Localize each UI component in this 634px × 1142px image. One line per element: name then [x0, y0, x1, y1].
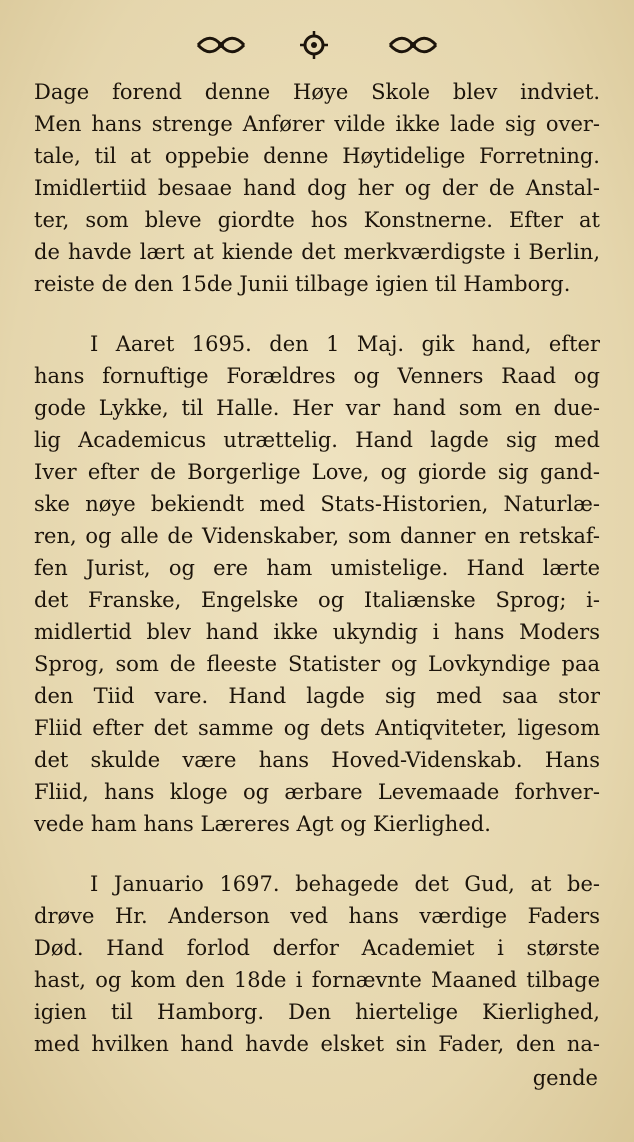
text-line: vede ham hans Læreres Agt og Kierlighed. — [34, 812, 491, 836]
text-line: hans fornuftige Forældres og Venners Raad og — [34, 364, 600, 388]
text-line: fen Jurist, og ere ham umistelige. Hand lærte — [34, 556, 600, 580]
text-line: Fliid efter det samme og dets Antiqviteter, ligesom — [34, 716, 600, 740]
text-line: ter, som bleve giordte hos Konstnerne. Efter at — [34, 208, 600, 232]
text-line: det skulde være hans Hoved-Videnskab. Hans — [34, 748, 600, 772]
text-line: hast, og kom den 18de i fornævnte Maaned tilbage — [34, 968, 600, 992]
text-line: Iver efter de Borgerlige Love, og giorde sig gand- — [34, 460, 600, 484]
text-line: Død. Hand forlod derfor Academiet i største — [34, 936, 600, 960]
text-line: ske nøye bekiendt med Stats-Historien, Naturlæ- — [34, 492, 600, 516]
text-line: de havde lært at kiende det merkværdigste i Berlin, — [34, 240, 600, 264]
text-line: Sprog, som de fleeste Statister og Lovkyndige paa — [34, 652, 600, 676]
catchword: gende — [532, 1066, 598, 1090]
leaf-scroll-ornament-icon — [196, 34, 246, 56]
text-line: Fliid, hans kloge og ærbare Levemaade forhver- — [34, 780, 600, 804]
text-line: reiste de den 15de Junii tilbage igien til Hamborg. — [34, 272, 571, 296]
text-line: igien til Hamborg. Den hiertelige Kierlighed, — [34, 1000, 600, 1024]
text-line: drøve Hr. Anderson ved hans værdige Faders — [34, 904, 600, 928]
text-line: med hvilken hand havde elsket sin Fader, den na- — [34, 1032, 600, 1056]
text-line: ren, og alle de Videnskaber, som danner en retskaf- — [34, 524, 600, 548]
text-line: lig Academicus utrættelig. Hand lagde sig med — [34, 428, 600, 452]
rosette-ornament-icon — [298, 30, 330, 60]
leaf-scroll-ornament-icon — [388, 34, 438, 56]
paragraph — [34, 76, 600, 300]
text-line: Dage forend denne Høye Skole blev indviet. — [34, 80, 600, 104]
page-header — [0, 28, 634, 68]
text-line: gode Lykke, til Halle. Her var hand som en due- — [34, 396, 600, 420]
text-line: I Januario 1697. behagede det Gud, at be- — [90, 872, 600, 896]
text-line: tale, til at oppebie denne Høytidelige Forretning. — [34, 144, 600, 168]
text-line: den Tiid vare. Hand lagde sig med saa stor — [34, 684, 600, 708]
text-line: midlertid blev hand ikke ukyndig i hans Moders — [34, 620, 600, 644]
text-line: Men hans strenge Anfører vilde ikke lade sig over- — [34, 112, 600, 136]
paragraph — [34, 868, 600, 1060]
text-line: Imidlertiid besaae hand dog her og der de Anstal- — [34, 176, 600, 200]
text-line: det Franske, Engelske og Italiænske Sprog; i- — [34, 588, 600, 612]
text-line: I Aaret 1695. den 1 Maj. gik hand, efter — [90, 332, 600, 356]
paragraph — [34, 328, 600, 840]
body-text — [34, 76, 600, 1060]
